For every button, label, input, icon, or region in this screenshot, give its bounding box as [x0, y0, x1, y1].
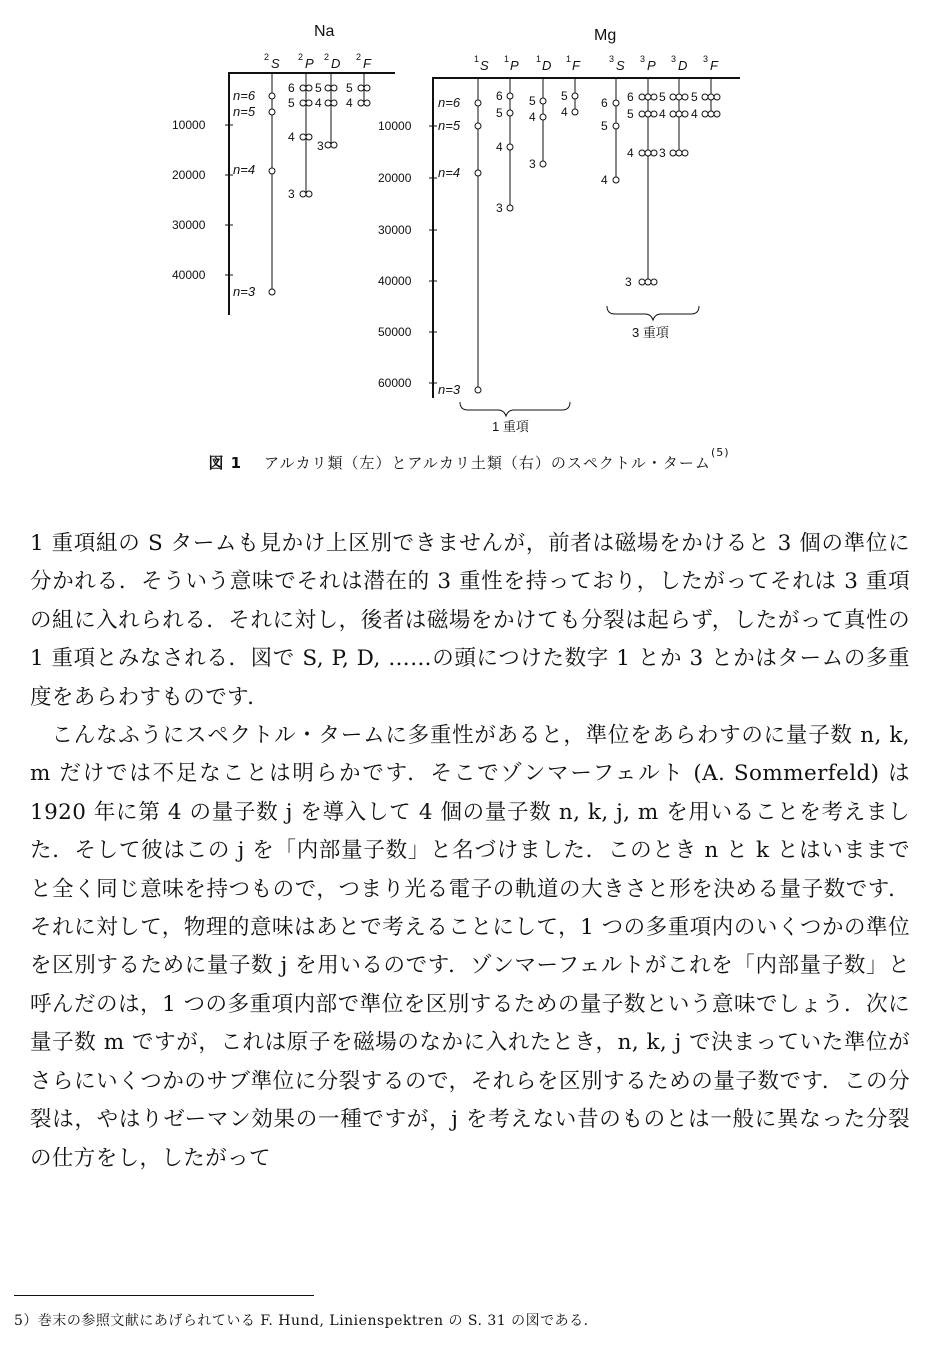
svg-text:2: 2: [298, 52, 304, 62]
mg-3p-column: [639, 78, 657, 285]
triplet-label: 3 重項: [632, 325, 669, 340]
svg-text:4: 4: [561, 105, 568, 119]
svg-text:S: S: [616, 58, 625, 73]
svg-text:P: P: [647, 58, 656, 73]
svg-text:4: 4: [601, 173, 608, 187]
mg-term-headers: [474, 54, 719, 73]
mg-1f-column: [572, 78, 578, 115]
svg-text:F: F: [710, 58, 718, 73]
paragraph-2: こんなふうにスペクトル・タームに多重性があると，準位をあらわすのに量子数 n, k, m だけでは不足なことは明らかです．そこでゾンマーフェルト (A. Sommerfeld) は 1920 年に第 4 の量子数 j を導入して 4 個の量子数 n, k, j, m を用いることを考えました．そして彼はこの j を「内部量子数」と名づけました．このとき n と k とはいままでと全く同じ意味を持つもので，つまり光る電子の軌道の大きさと形を決める量子数です．それに対して，物理的意味はあとで考えることにして，1 つの多重項内のいくつかの準位を区別するために量子数 j を用いるのです．ゾンマーフェルトがこれを「内部量子数」と呼んだのは，1 つの多重項内部で準位を区別するための量子数という意味でしょう．次に量子数 m ですが，これは原子を磁場のなかに入れたとき，n, k, j で決まっていた準位がさらにいくつかのサブ準位に分裂するので，それらを区別するための量子数です．この分裂は，やはりゼーマン効果の一種ですが，j を考えない昔のものとは一般に異なった分裂の仕方をし，したがって: [30, 723, 910, 1171]
svg-text:2: 2: [324, 52, 330, 62]
svg-text:D: D: [542, 58, 552, 73]
na-f-numbers: [346, 81, 353, 110]
svg-text:5: 5: [659, 90, 666, 104]
na-title: Na: [314, 23, 335, 40]
svg-text:3: 3: [317, 139, 324, 153]
caption-text: アルカリ類（左）とアルカリ土類（右）のスペクトル・ターム: [264, 454, 711, 472]
svg-text:n=5: n=5: [233, 104, 256, 119]
svg-text:5: 5: [529, 94, 536, 108]
na-n-labels: [233, 88, 256, 299]
svg-text:10000: 10000: [378, 119, 412, 133]
svg-text:6: 6: [627, 90, 634, 104]
svg-text:3: 3: [640, 54, 646, 64]
svg-text:30000: 30000: [378, 223, 412, 237]
footnote-rule: [14, 1295, 314, 1296]
mg-3s-numbers: [601, 96, 608, 187]
svg-text:1: 1: [474, 54, 480, 64]
svg-text:6: 6: [288, 81, 295, 95]
na-p-numbers: [288, 81, 295, 201]
svg-text:4: 4: [496, 140, 503, 154]
svg-text:40000: 40000: [378, 274, 412, 288]
mg-3p-numbers: [625, 90, 634, 289]
mg-1d-numbers: [529, 94, 536, 171]
svg-text:F: F: [572, 58, 580, 73]
svg-text:4: 4: [288, 130, 295, 144]
svg-text:4: 4: [346, 96, 353, 110]
singlet-brace: [460, 402, 570, 416]
svg-text:5: 5: [496, 106, 503, 120]
svg-text:60000: 60000: [378, 376, 412, 390]
na-s-column: [269, 73, 275, 295]
svg-text:40000: 40000: [172, 268, 206, 282]
mg-1s-column: [475, 78, 481, 393]
svg-text:3: 3: [703, 54, 709, 64]
svg-text:4: 4: [691, 107, 698, 121]
svg-text:2: 2: [264, 52, 270, 62]
footnote: 5）巻末の参照文献にあげられている F. Hund, Linienspektren の S. 31 の図である．: [14, 1313, 599, 1329]
mg-3f-numbers: [691, 90, 698, 121]
svg-text:5: 5: [315, 81, 322, 95]
svg-text:6: 6: [601, 96, 608, 110]
svg-text:5: 5: [288, 96, 295, 110]
svg-text:20000: 20000: [172, 168, 206, 182]
body-text: [30, 525, 910, 1178]
svg-text:3: 3: [659, 146, 666, 160]
mg-axis-ticks: [378, 119, 437, 390]
svg-text:5: 5: [691, 90, 698, 104]
svg-text:2: 2: [356, 52, 362, 62]
svg-text:4: 4: [315, 96, 322, 110]
mg-1f-numbers: [561, 89, 568, 119]
na-p-column: [300, 73, 312, 197]
mg-title: Mg: [594, 27, 617, 44]
svg-text:30000: 30000: [172, 218, 206, 232]
svg-text:n=3: n=3: [233, 284, 256, 299]
mg-3s-column: [613, 78, 619, 183]
na-f-column: [358, 73, 370, 106]
svg-text:n=4: n=4: [233, 162, 256, 177]
svg-text:5: 5: [346, 81, 353, 95]
mg-3d-column: [670, 78, 688, 156]
mg-1d-column: [540, 78, 546, 167]
mg-1p-numbers: [496, 89, 503, 215]
svg-text:P: P: [305, 56, 314, 71]
svg-text:n=3: n=3: [438, 382, 461, 397]
na-d-numbers: [315, 81, 324, 153]
svg-text:F: F: [363, 56, 371, 71]
svg-text:1: 1: [536, 54, 542, 64]
svg-text:4: 4: [659, 107, 666, 121]
singlet-label: 1 重項: [492, 419, 529, 434]
mg-3d-numbers: [659, 90, 666, 160]
paragraph-1: 1 重項組の S タームも見かけ上区別できませんが，前者は磁場をかけると 3 個の準位に分かれる．そういう意味でそれは潜在的 3 重性を持っており，したがってそれは 3 重項の組に入れられる．それに対し，後者は磁場をかけても分裂は起らず，したがって真性の 1 重項とみなされる．図で S, P, D, ……の頭につけた数字 1 とか 3 とかはタームの多重度をあらわすものです．: [30, 531, 910, 710]
svg-text:50000: 50000: [378, 325, 412, 339]
spectral-term-figure: [0, 0, 938, 440]
svg-text:3: 3: [529, 157, 536, 171]
svg-text:5: 5: [561, 89, 568, 103]
mg-n-labels: [438, 95, 461, 397]
term-diagram: [0, 0, 938, 440]
svg-text:20000: 20000: [378, 171, 412, 185]
svg-text:P: P: [510, 58, 519, 73]
svg-text:4: 4: [627, 146, 634, 160]
svg-text:S: S: [480, 58, 489, 73]
svg-text:4: 4: [529, 110, 536, 124]
svg-text:5: 5: [601, 119, 608, 133]
svg-text:S: S: [271, 56, 280, 71]
na-d-column: [325, 73, 337, 148]
na-term-headers: [264, 52, 372, 71]
mg-1p-column: [507, 78, 513, 211]
svg-text:n=5: n=5: [438, 118, 461, 133]
na-axis-ticks: [172, 118, 233, 282]
svg-text:1: 1: [566, 54, 572, 64]
svg-text:D: D: [678, 58, 688, 73]
svg-text:6: 6: [496, 89, 503, 103]
svg-text:n=6: n=6: [438, 95, 461, 110]
mg-3f-column: [702, 78, 720, 117]
svg-text:3: 3: [671, 54, 677, 64]
svg-text:n=6: n=6: [233, 88, 256, 103]
svg-text:3: 3: [496, 201, 503, 215]
figure-caption: [0, 446, 938, 473]
svg-text:n=4: n=4: [438, 165, 461, 180]
svg-text:3: 3: [609, 54, 615, 64]
triplet-brace: [607, 306, 699, 320]
caption-ref: (5): [710, 446, 730, 459]
svg-text:10000: 10000: [172, 118, 206, 132]
svg-text:3: 3: [625, 275, 632, 289]
figure-number: 図 1: [208, 454, 243, 472]
svg-text:5: 5: [627, 107, 634, 121]
svg-text:D: D: [331, 56, 341, 71]
svg-text:3: 3: [288, 187, 295, 201]
svg-text:1: 1: [504, 54, 510, 64]
